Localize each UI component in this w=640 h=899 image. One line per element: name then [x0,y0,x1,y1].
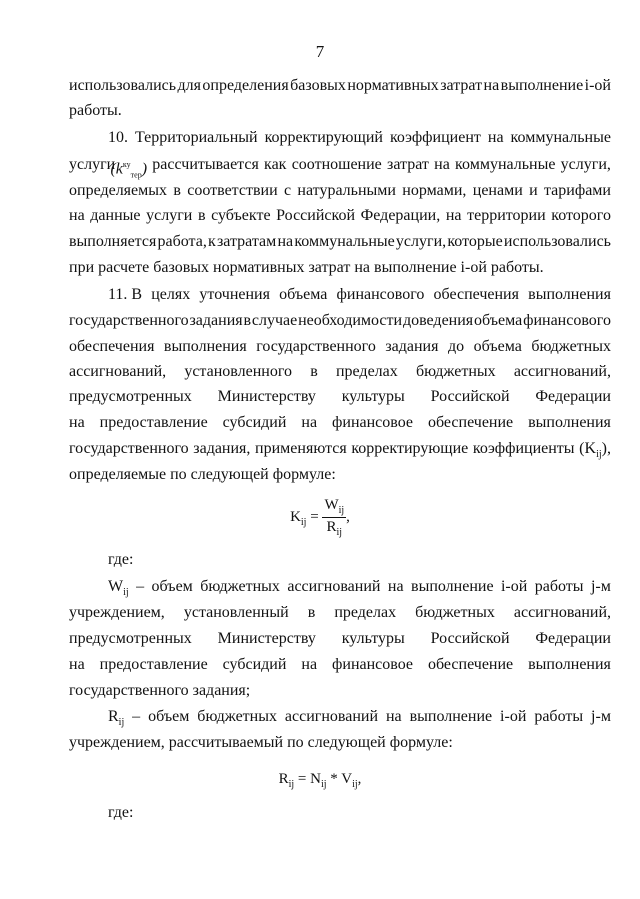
text-line [69,655,611,675]
word: пределах [334,604,397,621]
word: в [197,207,206,224]
word: обеспечения [433,286,519,303]
word: на [301,656,318,673]
text-line [108,128,611,148]
word: государственного [69,312,189,329]
word: затрат [440,77,483,94]
fraction-numerator: $W_{ij}$ [324,497,345,516]
word: обеспечение [427,656,514,673]
word: финансового [523,312,611,329]
word: финансового [336,286,425,303]
word: ассигнований [287,578,381,595]
word: Российской [276,207,356,224]
word: на [69,656,85,673]
word: государственного [69,440,189,457]
word: которые [447,233,503,250]
word: услуги, [560,156,611,173]
word: пределах [335,363,398,380]
word: ценами [472,182,523,199]
word: Российской [430,388,510,405]
word: – [136,578,145,595]
word: Федерации [535,630,611,647]
word: коммунальные [294,233,395,250]
formula-lhs: $K_{ij}$ [290,508,307,528]
word: бюджетных [415,363,496,380]
coefficient-symbol: $(k^{ку}_{тер})$ [110,160,148,180]
word: на [69,207,85,224]
word: Федерации [535,388,611,405]
word: рассчитывается [152,156,259,173]
word: выполнения [163,338,247,355]
word: определяемых [69,182,168,199]
word: использовались [69,77,177,94]
word: обеспечения [69,338,155,355]
word: на [483,77,500,94]
word: затрат [387,156,429,173]
word: $W_{ij}$ [108,578,129,599]
word: на [387,578,404,595]
word: услуги [69,156,116,173]
word: на [301,414,318,431]
word: предусмотренных [69,630,192,647]
word: Российской [430,630,510,647]
word: объема [473,338,522,355]
word: установленного [184,363,292,380]
text-line [69,439,611,465]
word: субсидий [222,656,287,673]
word: коммунальные [510,129,611,146]
word: объем [148,708,190,725]
word: Территориальный [135,129,258,146]
text-line: где: [108,551,134,568]
word: в [173,182,181,199]
word: задания [385,338,439,355]
word: государственного [256,338,376,355]
text-line [69,387,611,407]
word: целях [151,286,191,303]
word: i-ой [584,77,611,94]
word: работы [534,578,584,595]
text-line: где: [108,804,134,821]
word: тарифами [543,182,611,199]
text-line [108,707,611,733]
text-line [69,362,611,382]
word: необходимости [298,312,403,329]
word: до [447,338,465,355]
word: случае [251,312,298,329]
text-line: государственного задания; [69,682,251,699]
word: объем [151,578,193,595]
word: соответствии [187,182,278,199]
formula-fraction [322,497,346,538]
text-line [108,285,611,305]
word: задания, [193,440,251,457]
word: финансовое [332,414,414,431]
word: – [132,708,141,725]
word: $(K_{ij})$, [579,440,611,461]
text-line [69,413,611,433]
formula-kij: $K_{ij}$ = $\frac{W_{ij}}{R_{ij}}$ , [290,497,350,538]
word: предусмотренных [69,388,192,405]
text-line [69,76,611,96]
text-line: работы. [69,102,122,119]
word: i-ой [500,578,528,595]
word: территории [467,207,546,224]
word: коэффициент [389,129,481,146]
word: для [177,77,201,94]
word: на [445,207,462,224]
text-line [69,232,611,252]
formula-rij: $R_{ij} = N_{ij} * V_{ij}$, [278,771,362,790]
word: нормами, [402,182,467,199]
word: натуральными [297,182,396,199]
word: i-ой [500,708,527,725]
text-line [69,181,611,201]
word: учреждением, [69,604,165,621]
word: предоставление [99,656,208,673]
word: бюджетных [200,578,280,595]
page-number: 7 [315,42,325,61]
word: выполнение [409,708,493,725]
word: ассигнований, [69,363,167,380]
word: субсидий [222,414,287,431]
word: j-м [591,708,611,725]
word: предоставление [99,414,208,431]
word: задания [189,312,243,329]
word: услуги, [395,233,447,250]
word: в [307,604,316,621]
text-line [69,206,611,226]
word: объема [474,312,523,329]
word: бюджетных [197,708,277,725]
word: нормативных [347,77,439,94]
word: объема [279,286,328,303]
word: Федерации, [360,207,441,224]
word: субъекте [211,207,271,224]
word: культуры [341,388,405,405]
word: на [385,708,402,725]
word: выполнения [528,656,611,673]
word: в [310,363,318,380]
word: коэффициенты [472,440,575,457]
word: j-м [590,578,611,595]
word: на [277,233,294,250]
text-line: при расчете базовых нормативных затрат на выполнение i-ой работы. [69,259,544,276]
text-line: определяемые по следующей формуле: [69,466,336,483]
word: работа, [157,233,207,250]
word: выполнение [500,77,584,94]
word: ассигнований, [513,604,611,621]
word: работы [534,708,584,725]
word: $R_{ij}$ [108,708,125,729]
word: корректирующие [351,440,469,457]
word: на [434,156,450,173]
text-line [69,311,611,331]
word: обеспечение [427,414,514,431]
word: в [243,312,252,329]
word: которого [551,207,611,224]
word: корректирующий [264,129,383,146]
fraction-denominator: $R_{ij}$ [326,519,343,538]
word: соотношение [291,156,382,173]
text-line [69,603,611,623]
word: 10. [108,129,128,146]
word: выполнения [528,414,611,431]
text-line: учреждением, рассчитываемый по следующей формуле: [69,734,453,751]
word: определения [202,77,289,94]
word: использовались [503,233,611,250]
text-line [108,577,611,603]
word: ассигнований, [513,363,611,380]
word: выполнения [528,286,611,303]
word: бюджетных [415,604,495,621]
word: выполняется [69,233,157,250]
word: культуры [341,630,405,647]
word: 11. В [108,286,143,303]
word: ассигнований [284,708,379,725]
word: установленный [183,604,289,621]
word: как [264,156,287,173]
word: коммунальные [455,156,556,173]
word: Министерству [217,388,316,405]
word: и [529,182,538,199]
word: доведения [402,312,474,329]
word: данные [90,207,141,224]
word: выполнение [411,578,494,595]
text-line [69,629,611,649]
word: уточнения [199,286,270,303]
word: бюджетных [531,338,611,355]
word: с [283,182,292,199]
word: на [69,414,85,431]
word: применяются [255,440,347,457]
word: Министерству [217,630,316,647]
word: на [487,129,504,146]
word: финансовое [332,656,414,673]
word: услуги [146,207,193,224]
word: к [208,233,216,250]
text-line [69,337,611,357]
word: затратам [216,233,277,250]
word: базовых [290,77,346,94]
